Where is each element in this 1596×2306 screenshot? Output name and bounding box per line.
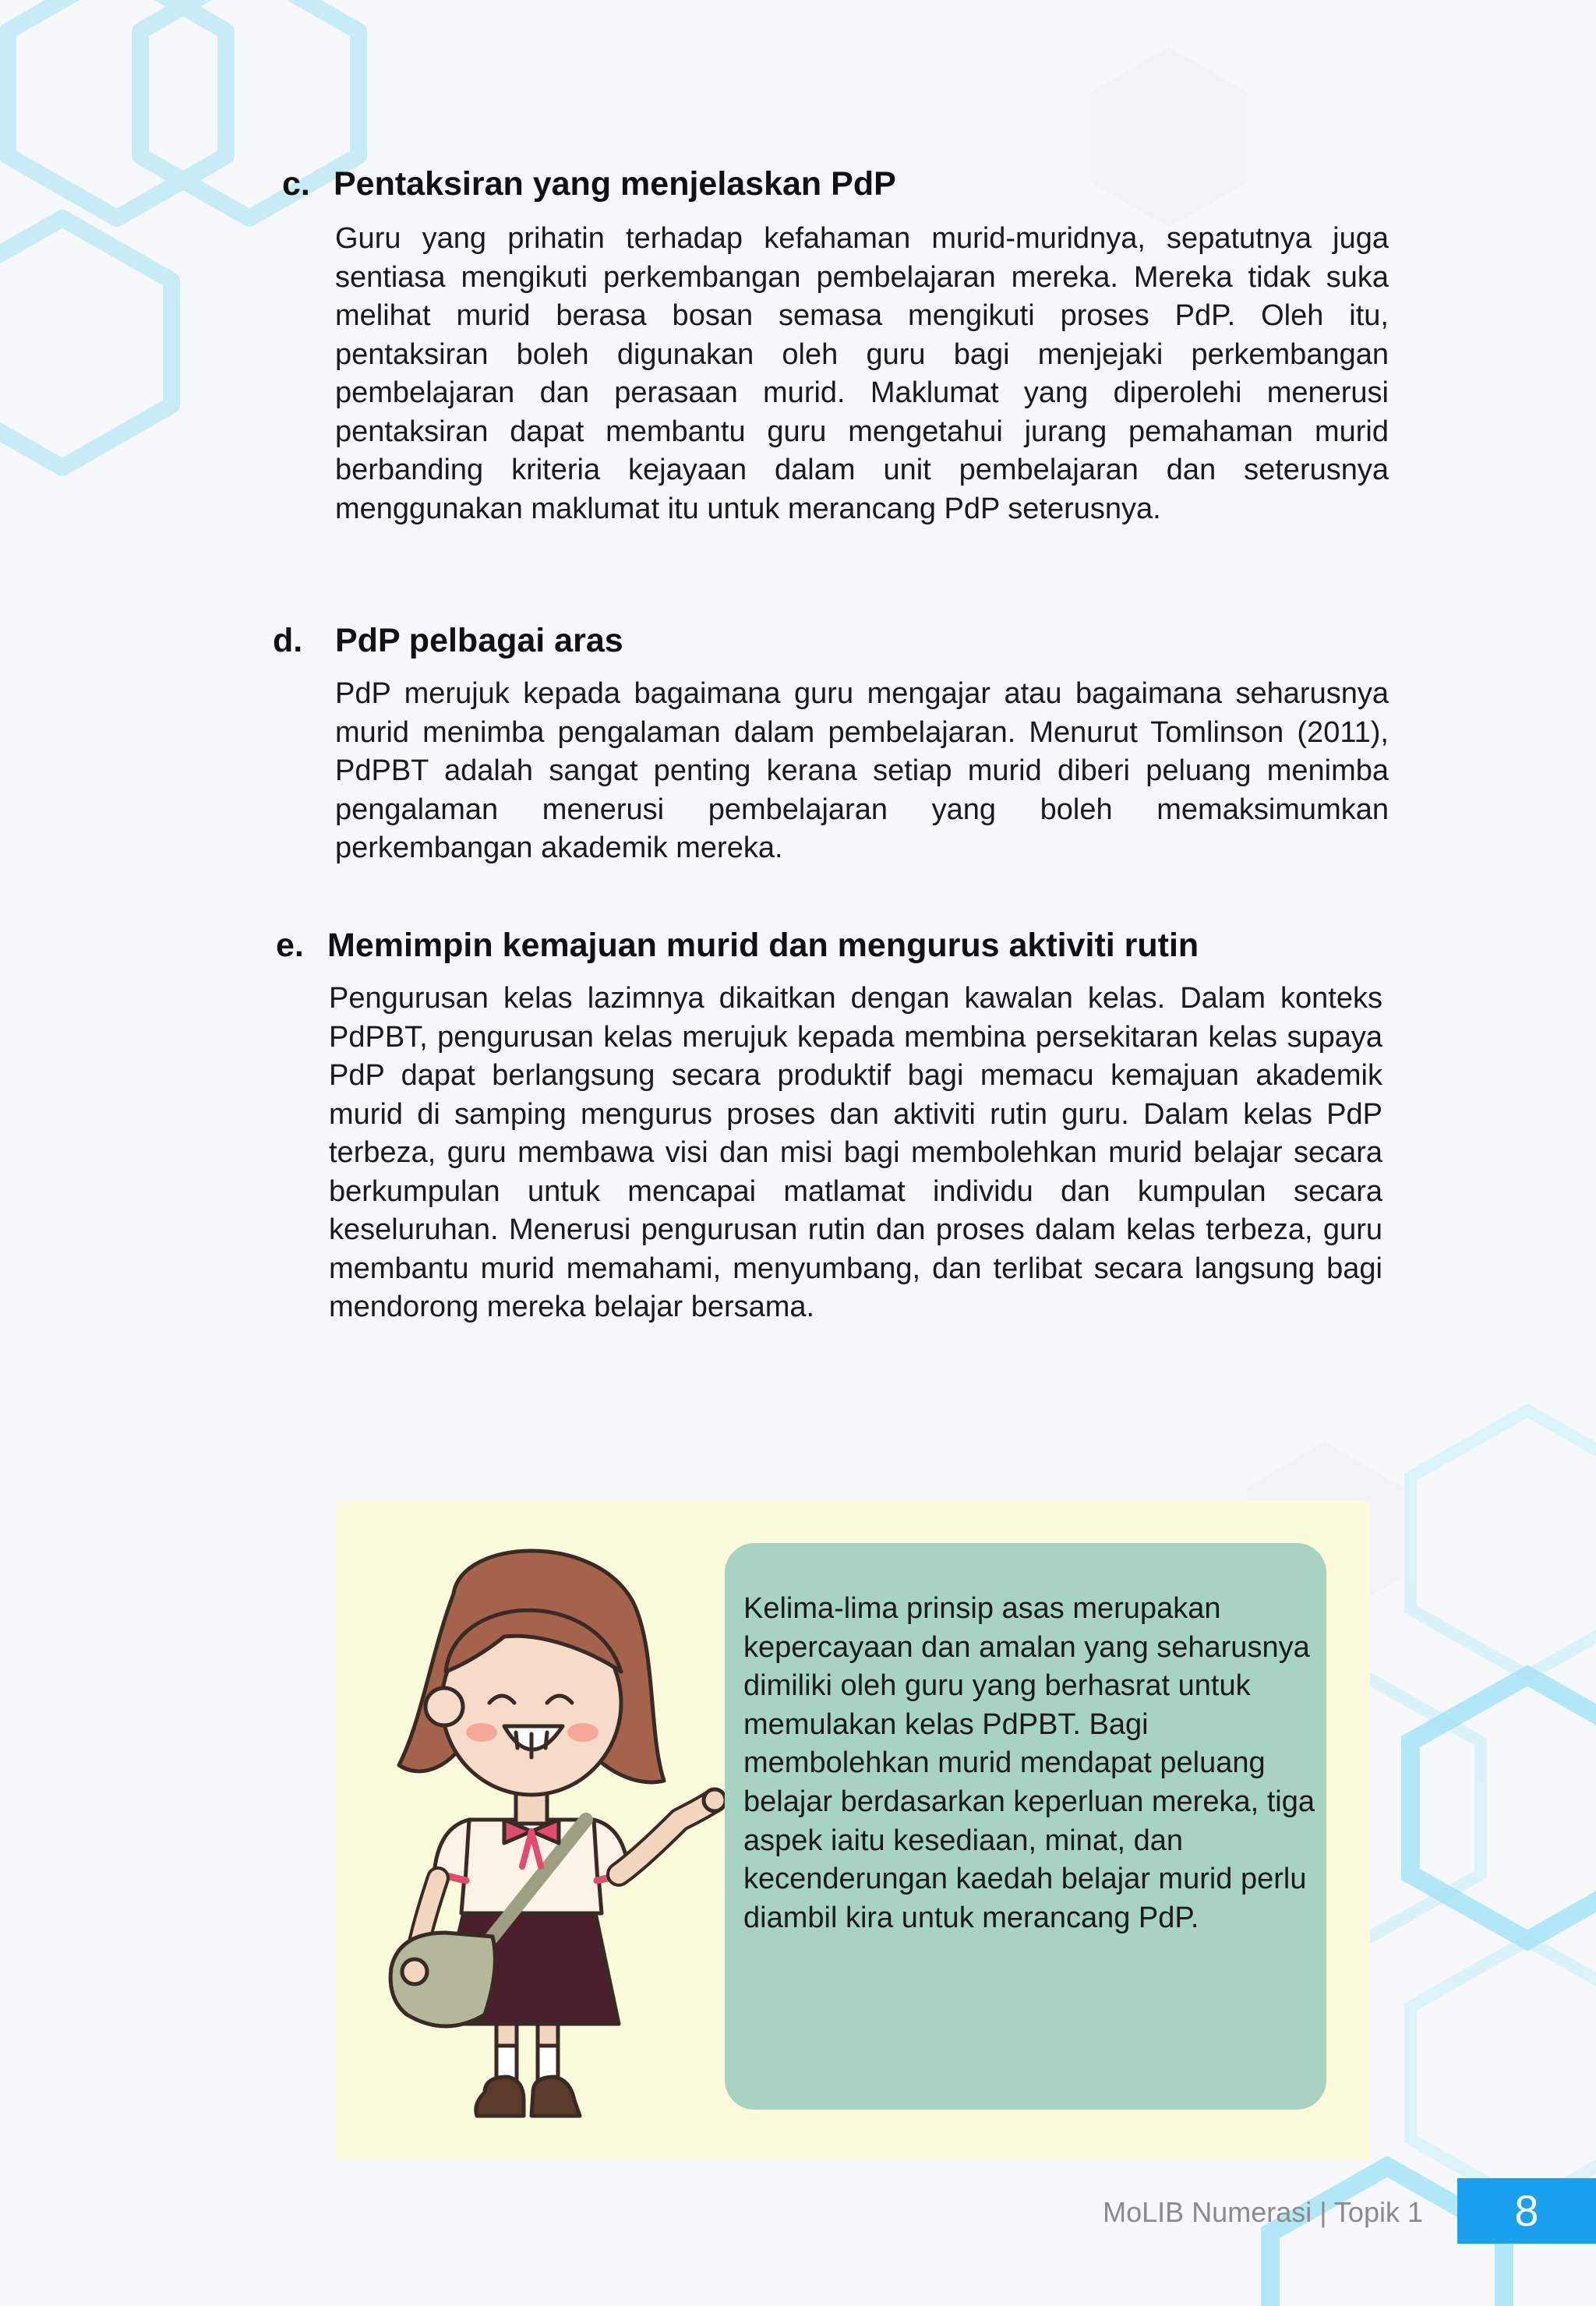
- callout-text: Kelima-lima prinsip asas merupakan kepercayaan dan amalan yang seharusnya dimiliki oleh guru yang berhasrat untuk memulakan kelas PdPBT. Bagi membolehkan murid mendapat peluang belajar berdasarkan keperluan mereka, tiga aspek iaitu kesediaan, minat, dan kecenderungan kaedah belajar murid perlu diambil kira untuk merancang PdP.: [743, 1592, 1315, 1934]
- speech-bubble: [725, 1543, 1326, 2110]
- callout-box: [337, 1500, 1370, 2159]
- section-letter: c.: [282, 165, 310, 203]
- footer-text: MoLIB Numerasi | Topik 1: [1103, 2196, 1423, 2228]
- section-title: Pentaksiran yang menjelaskan PdP: [334, 165, 896, 203]
- section-body: Pengurusan kelas lazimnya dikaitkan dengan kawalan kelas. Dalam konteks PdPBT, pengurusan kelas merujuk kepada membina persekitaran kelas supaya PdP dapat berlangsung secara produktif bagi memacu kemajuan akademik murid di samping mengurus proses dan aktiviti rutin guru. Dalam kelas PdP terbeza, guru membawa visi dan misi bagi membolehkan murid belajar secara berkumpulan untuk mencapai matlamat individu dan kumpulan secara keseluruhan. Menerusi pengurusan rutin dan proses dalam kelas terbeza, guru membantu murid memahami, menyumbang, dan terlibat secara langsung bagi mendorong mereka belajar bersama.: [329, 982, 1382, 1323]
- section-heading: [273, 620, 1389, 661]
- section-body: PdP merujuk kepada bagaimana guru mengajar atau bagaimana seharusnya murid menimba pengalaman dalam pembelajaran. Menurut Tomlinson (2011), PdPBT adalah sangat penting kerana setiap murid diberi peluang menimba pengalaman menerusi pembelajaran yang boleh memaksimumkan perkembangan akademik mereka.: [335, 677, 1389, 864]
- section-title: Memimpin kemajuan murid dan mengurus aktiviti rutin: [327, 927, 1199, 964]
- section-title: PdP pelbagai aras: [335, 622, 623, 659]
- girl-illustration: [337, 1500, 742, 2159]
- section-d: [273, 620, 1389, 868]
- section-e: [276, 925, 1382, 1327]
- section-letter: e.: [276, 927, 304, 964]
- section-heading: [282, 164, 1389, 204]
- section-body: Guru yang prihatin terhadap kefahaman murid-muridnya, sepatutnya juga sentiasa mengikuti perkembangan pembelajaran mereka. Mereka tidak suka melihat murid berasa bosan semasa mengikuti proses PdP. Oleh itu, pentaksiran boleh digunakan oleh guru bagi menjejaki perkembangan pembelajaran dan perasaan murid. Maklumat yang diperolehi menerusi pentaksiran dapat membantu guru mengetahui jurang pemahaman murid berbanding kriteria kejayaan dalam unit pembelajaran dan seterusnya menggunakan maklumat itu untuk merancang PdP seterusnya.: [335, 222, 1389, 525]
- page-number-badge: 8: [1457, 2178, 1596, 2244]
- section-heading: [276, 925, 1382, 966]
- section-letter: d.: [273, 622, 303, 659]
- section-c: [282, 164, 1389, 528]
